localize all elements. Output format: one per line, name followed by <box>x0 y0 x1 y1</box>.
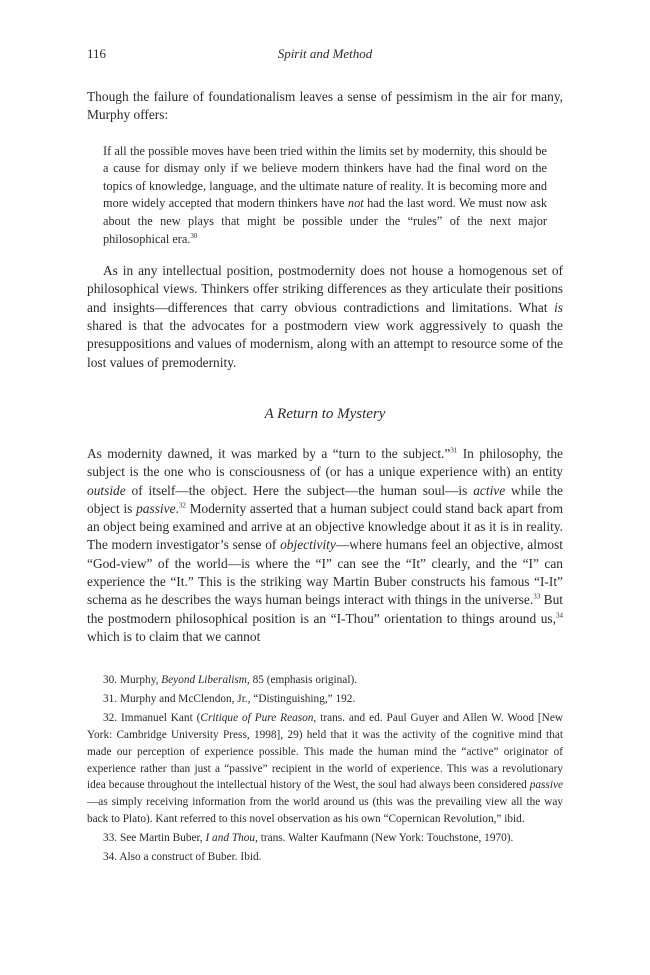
footnote-ref-34: 34 <box>556 611 563 620</box>
footnote-ref-31: 31 <box>450 446 458 455</box>
footnote-34: 34. Also a construct of Buber. Ibid. <box>103 851 262 864</box>
footnote-30: 30. Murphy, Beyond Liberalism, 85 (emphasis original). <box>103 674 358 686</box>
footnotes <box>87 672 563 868</box>
footnote-ref-32: 32 <box>178 501 186 510</box>
paragraph-postmodernity: As in any intellectual position, postmodernity does not house a homogenous set of philosophical views. Thinkers offer striking differences as they articulate their positions and insights—differences that carry obvious contradictions and limitations. What is shared is that the advocates for a postmodern view work aggressively to quash the presuppositions and values of modernism, along with an attempt to resource some of the lost values of premodernity. <box>87 263 563 370</box>
section-heading: A Return to Mystery <box>264 405 386 422</box>
main-text <box>87 88 563 646</box>
intro-paragraph: Though the failure of foundationalism leaves a sense of pessimism in the air for many, Murphy offers: <box>87 89 563 123</box>
footnote-ref-30: 30 <box>190 231 198 240</box>
paragraph-turn-to-subject: As modernity dawned, it was marked by a “turn to the subject.”$^{31}$ In philosophy, the subject is the one who is consciousness of (or has a unique experience with) an entity outside of itself—the object. Here the subject—the human soul—is active while the object is passive.$^{32}$ Modernity asserted that a human subject could stand back apart from an object being examined and arrive at an objective knowledge about it as it is in reality. The modern investigator’s sense of objectivity—where humans feel an objective, almost “God-view” of the world—is where the “I” can see the “It” clearly, and the “I” can experience the “It.” This is the striking way Martin Buber constructs his famous “I-It” schema as he describes the ways human beings interact with things in the universe.$^{33}$ But the postmodern philosophical position is an “I-Thou” orientation to things around us,$^{34}$ which is to claim that we cannot <box>87 445 563 644</box>
footnote-ref-33: 33 <box>533 592 541 601</box>
footnote-32: 32. Immanuel Kant (Critique of Pure Reason, trans. and ed. Paul Guyer and Allen W. Wood [New York: Cambridge University Press, 1998], 29) held that it was the activity of the cognitive mind that made our perception of experience possible. This made the human mind the “active” originator of experience rather than just a “passive” recipient in the world of experience. This was a revolutionary idea because throughout the intellectual history of the West, the soul had always been considered passive—as simply receiving information from the world around us (this was the prevailing view all the way back to Plato). Kant referred to this novel observation as his own “Copernican Revolution,” ibid. <box>87 711 564 826</box>
page-header <box>87 46 563 64</box>
block-quote: If all the possible moves have been tried within the limits set by modernity, this should be a cause for dismay only if we believe modern thinkers have had the final word on the topics of knowledge, language, and the ultimate nature of reality. It is becoming more and more widely accepted that modern thinkers have not had the last word. We must now ask about the new plays that might be possible under the “rules” of the next major philosophical era.$^{30}$ <box>103 143 548 246</box>
page-number: 116 <box>87 46 107 61</box>
running-title: Spirit and Method <box>277 46 373 61</box>
footnote-33: 33. See Martin Buber, I and Thou, trans. Walter Kaufmann (New York: Touchstone, 1970). <box>103 832 514 845</box>
footnote-31: 31. Murphy and McClendon, Jr., “Distinguishing,” 192. <box>103 692 356 705</box>
